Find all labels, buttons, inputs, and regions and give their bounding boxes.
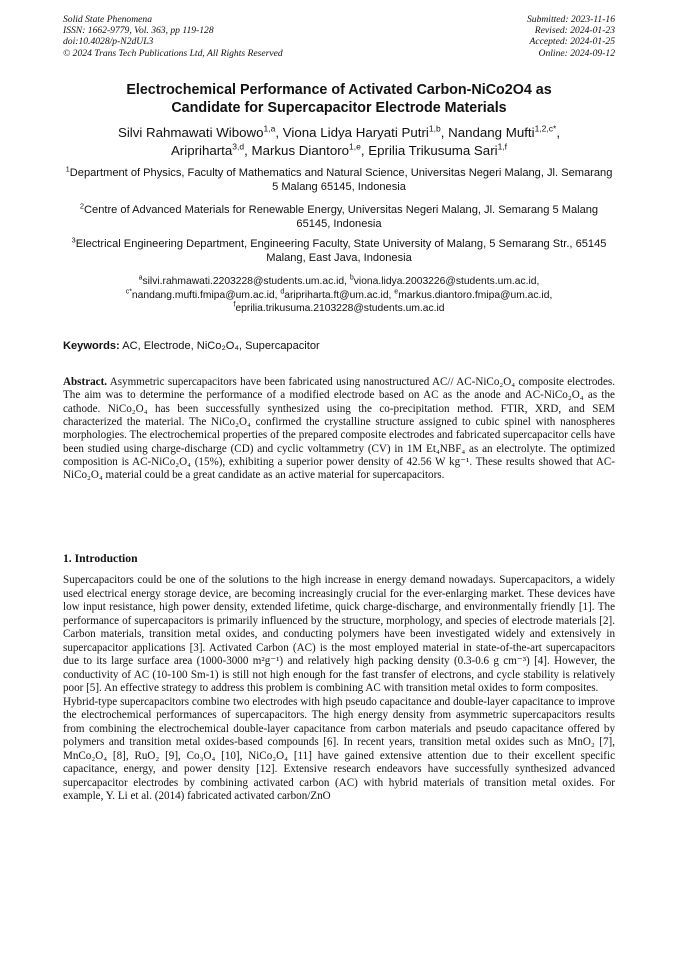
copyright: © 2024 Trans Tech Publications Ltd, All Rights Reserved [63, 47, 283, 59]
email-separator: , [536, 276, 540, 287]
revised-date: Revised: 2024-01-23 [534, 25, 615, 37]
abstract-text: Asymmetric supercapacitors have been fabricated using nanostructured AC// AC-NiCo₂O₄ composite electrodes. The aim was to determine the performance of a modified electrode based on AC as the anode and AC-NiCo₂O₄ as the cathode. NiCo₂O₄ has been successfully synthesized using the co-precipitation method. FTIR, XRD, and SEM characterized the material. The NiCo₂O₄ confirmed the crystalline structure assigned to cubic spinel with nanospheres morphologies. The electrochemical properties of the prepared composite electrodes and fabricated supercapacitor cells have been studied using charge-discharge (CD) and cyclic voltammetry (CV) in 1M Et₄NBF₄ as an electrolyte. The optimized composition is AC-NiCo₂O₄ (15%), exhibiting a superior power density of 42.56 W kg⁻¹. These results showed that AC-NiCo₂O₄ material could be a great candidate as an active material for supercapacitors. [63, 376, 615, 482]
email-list [63, 275, 615, 316]
email-address: aripriharta.ft@um.ac.id [284, 289, 389, 301]
email-tag: b [349, 274, 354, 282]
introduction-body [63, 574, 615, 804]
email-address: viona.lidya.2003226@students.um.ac.id [353, 276, 537, 287]
author-name: Markus Diantoro [251, 143, 350, 158]
author [252, 143, 369, 158]
email-separator: , [549, 289, 553, 301]
issn-volume: ISSN: 1662-9779, Vol. 363, pp 119-128 [63, 25, 214, 37]
author-affiliation-mark: 1,a [263, 123, 276, 134]
email [126, 290, 281, 301]
submission-dates [527, 14, 615, 59]
email-separator: , [388, 289, 395, 301]
author-separator: , [244, 143, 252, 158]
paragraph-2: Hybrid-type supercapacitors combine two electrodes with high pseudo capacitance and double-layer capacitance to improve the electrochemical performances of supercapacitors. The high energy density from asymmetric supercapacitors results from combining the electrochemical double-layer capacitance from carbon materials and pseudo capacitance offered by polymers and transition metal oxides-based compounds [6]. In recent years, transition metal oxides such as MnO₂ [7], MnCo₂O₄ [8], RuO₂ [9], Co₃O₄ [10], NiCo₂O₄ [11] have gained extensive attention due to their excellent specific capacitance, energy, and power density [12]. Extensive research endeavors have successfully synthesized advanced supercapacitor electrodes by combining activated carbon (AC) with hybrid materials of transition metal oxides. For example, Y. Li et al. (2014) fabricated activated carbon/ZnO [63, 695, 615, 802]
email-tag: f [233, 301, 236, 309]
email [233, 303, 444, 314]
email-address: eprilia.trikusuma.2103228@students.um.ac.id [235, 303, 445, 315]
abstract [63, 376, 615, 483]
journal-name: Solid State Phenomena [63, 14, 152, 25]
author-separator: , [275, 125, 283, 140]
author-separator: , [556, 125, 561, 140]
author-name: Aripriharta [170, 143, 233, 158]
author-list [63, 124, 615, 160]
email-address: nandang.mufti.fmipa@um.ac.id [131, 289, 275, 301]
author-name: Silvi Rahmawati Wibowo [117, 125, 264, 140]
affiliation-number: 2 [79, 201, 85, 211]
email-tag: a [138, 274, 143, 282]
title-line-1: Electrochemical Performance of Activated Carbon-NiCo2O4 as [126, 82, 552, 98]
author [118, 125, 283, 140]
author-separator: , [360, 143, 369, 158]
email [394, 290, 552, 301]
author-affiliation-mark: 3,d [232, 141, 245, 152]
keywords-text: AC, Electrode, NiCo₂O₄, Supercapacitor [122, 340, 320, 352]
section-heading-introduction: 1. Introduction [63, 552, 138, 565]
email-separator: , [344, 276, 350, 287]
email-address: silvi.rahmawati.2203228@students.um.ac.id [142, 276, 345, 287]
author-affiliation-mark: 1,b [428, 123, 441, 134]
paper-title [63, 82, 615, 117]
journal-info [63, 14, 283, 59]
author-affiliation-mark: 1,2,c* [534, 123, 557, 134]
author-affiliation-mark: 1,f [497, 141, 508, 152]
email-tag: c* [125, 288, 132, 296]
email [280, 290, 394, 301]
author-separator: , [440, 125, 449, 140]
affiliation-2 [63, 201, 615, 231]
affiliation-text: Electrical Engineering Department, Engineering Faculty, State University of Malang, 5 Semarang Str., 65145 Malang, East Java, Indonesia [75, 238, 607, 264]
abstract-label: Abstract. [63, 376, 108, 388]
affiliation-3 [63, 235, 615, 265]
keywords [63, 339, 615, 353]
email-tag: d [280, 288, 285, 296]
title-line-2: Candidate for Supercapacitor Electrode Materials [171, 99, 507, 116]
author [448, 125, 560, 140]
online-date: Online: 2024-09-12 [538, 47, 615, 59]
affiliation-text: Centre of Advanced Materials for Renewable Energy, Universitas Negeri Malang, Jl. Semarang 5 Malang 65145, Indonesia [84, 204, 599, 230]
doi: doi:10.4028/p-N2dUL3 [63, 36, 154, 48]
paragraph-1: Supercapacitors could be one of the solutions to the high increase in energy demand nowadays. Supercapacitors, a widely used electrical energy storage device, are becoming increasingly crucial for the ever-enlarging market. These devices have low input resistance, high power density, extended lifetime, quick charge-discharge, and environmentally friendly [1]. The performance of supercapacitors is primarily influenced by the structure, morphology, and species of electrode materials [2]. Carbon materials, transition metal oxides, and conducting polymers have been investigated widely and extensively in supercapacitor applications [3]. Activated Carbon (AC) is the most employed material in state-of-the-art supercapacitors due to its large surface area (1000-3000 m²g⁻¹) and relatively high packing density (0.3-0.6 g cm⁻³) [4]. However, the conductivity of AC (10-100 Sm-1) is still not high enough for the fast transfer of electrons, and cycle stability is relatively poor [5]. An effective strategy to address this problem is combining AC with transition metal oxides to form composites. [63, 574, 615, 694]
author-name: Eprilia Trikusuma Sari [368, 143, 498, 158]
email-address: markus.diantoro.fmipa@um.ac.id [398, 289, 550, 301]
author-name: Viona Lidya Haryati Putri [282, 125, 429, 140]
affiliation-1 [63, 164, 615, 194]
email-tag: e [394, 288, 399, 296]
affiliation-number: 3 [71, 235, 76, 245]
affiliation-text: Department of Physics, Faculty of Mathematics and Natural Science, Universitas Negeri Malang, Jl. Semarang 5 Malang 65145, Indonesia [69, 167, 613, 193]
email [350, 276, 540, 287]
author [283, 125, 448, 140]
keywords-label: Keywords: [63, 340, 120, 352]
submitted-date: Submitted: 2023-11-16 [526, 14, 615, 25]
author-name: Nandang Mufti [448, 125, 535, 140]
author-affiliation-mark: 1,e [349, 141, 361, 152]
author [368, 143, 507, 158]
accepted-date: Accepted: 2024-01-25 [529, 36, 615, 48]
email-separator: , [274, 289, 281, 301]
author [171, 143, 252, 158]
affiliation-number: 1 [65, 164, 70, 174]
email [139, 276, 350, 287]
